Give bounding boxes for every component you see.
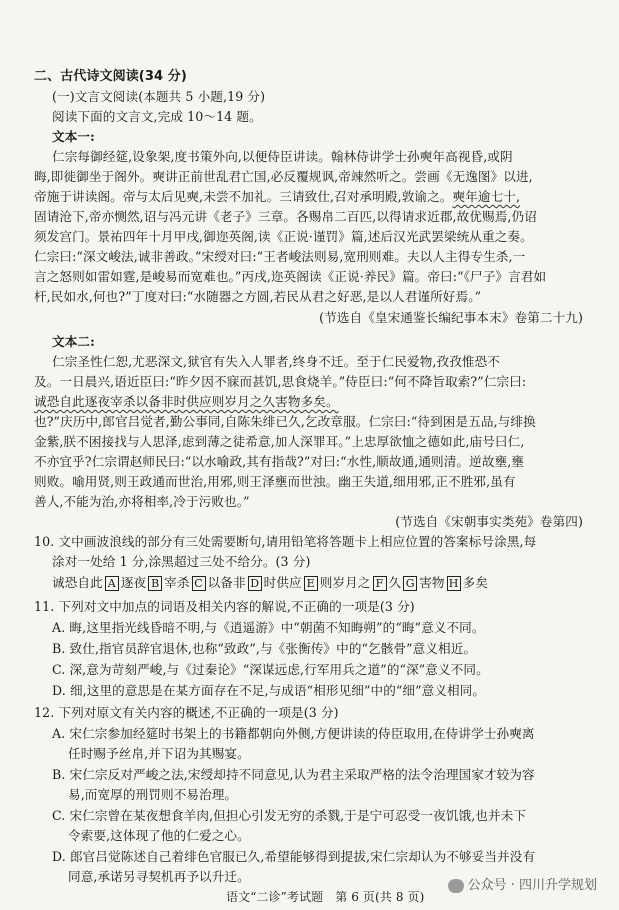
instruction: 阅读下面的文言文,完成 10～14 题。 [52,109,262,124]
text2-wavy-part: 诚恐自此逐夜宰杀以备非时供应则岁月之久害物多矣。 [34,394,339,409]
q10-box-f[interactable]: F [373,576,387,591]
text1-line-5: 须发宫门。景祐四年十月甲戌,御迩英阁,读《正说·谨罚》篇,述后汉光武罢梁统从重之奏。 [34,229,533,244]
text1-line-3 [34,188,520,205]
q10-box-c[interactable]: C [192,576,206,591]
text2-line-5: 金紫,朕不困接找与人思泽,虑到薄之徒希意,加人深罪耳。”上忠厚欲恤之德如此,庙号曰仁, [34,434,525,449]
q10-seg-2: 逐夜 [120,575,147,590]
page-footer: 语文“二诊”考试题 第 6 页(共 8 页) [226,890,425,904]
text1-line-2: 晦,即徙御坐于阁外。奭讲正前世乱君亡国,必反覆规讽,帝竦然听之。尝画《无逸图》以进, [34,169,533,184]
q10-seg-4: 以备非 [207,575,246,590]
text2-line-3 [34,393,339,410]
q10-box-h[interactable]: H [447,576,461,591]
q10-seg-1: 诚恐自此 [52,575,103,590]
text1-label: 文本一: [52,129,95,144]
text2-line-1: 仁宗圣性仁恕,尤恶深文,狱官有失入人罪者,终身不迁。至于仁民爱物,孜孜惟恐不 [52,354,500,369]
q12-option-d-2: 同意,承诺另寻契机再予以升迁。 [68,869,250,884]
q10-seg-5: 时供应 [263,575,302,590]
q12-option-b-1: B. 宋仁宗反对严峻之法,宋绶却持不同意见,认为君主采取严格的法令治理国家才较为容 [52,767,535,782]
q11-option-d: D. 细,这里的意思是在某方面存在不足,与成语“相形见细”中的“细”意义相同。 [52,683,486,698]
wechat-icon [448,879,464,893]
q10-box-g[interactable]: G [403,576,417,591]
q10-stem-2: 涂对一处给 1 分,涂黑超过三处不给分。(3 分) [52,554,311,569]
text1-line-6: 仁宗曰:“深文峻法,诚非善政。”宋绶对曰:“王者峻法则易,宽刑则难。夫以人主得专生杀,一 [34,249,526,264]
text1-line-8: 杆,民如水,何也?”丁度对曰:“水随器之方圆,若民从君之好恶,是以人君谨所好焉。” [34,289,482,304]
q10-seg-6: 则岁月之 [319,575,371,590]
text2-line-7: 则败。喻用贤,则王政通而世治,用邪,则王泽壅而世浊。幽王失道,细用邪,正不胜邪,虽有 [34,474,516,489]
q10-box-b[interactable]: B [148,576,162,591]
q10-stem-1: 10. 文中画波浪线的部分有三处需要断句,请用铅笔将答题卡上相应位置的答案标号涂黑,每 [34,534,537,549]
q12-option-b-2: 易,而宽厚的刑罚则不易治理。 [68,787,238,802]
q12-option-a-2: 任时赐予丝帛,并下诏为其赐宴。 [68,746,250,761]
section-title: 二、古代诗文阅读(34 分) [34,69,187,84]
q11-option-b: B. 致仕,指官员辞官退休,也称“致政”,与《张衡传》中的“乞骸骨”意义相近。 [52,641,477,656]
q11-option-c: C. 深,意为苛刻严峻,与《过秦论》“深谋远虑,行军用兵之道”的“深”意义不同。 [52,662,489,677]
q11-stem: 11. 下列对文中加点的词语及相关内容的解说,不正确的一项是(3 分) [34,599,415,614]
text2-line-8: 善人,不能为治,亦将相率,冷于污败也。” [34,494,250,509]
q11-option-a: A. 晦,这里指光线昏暗不明,与《逍遥游》中“朝菌不知晦朔”的“晦”意义不同。 [52,620,485,635]
q10-answer-row [52,574,488,591]
text1-source: (节选自《皇宋通鉴长编纪事本末》卷第二十九) [319,310,583,325]
q10-box-a[interactable]: A [105,576,119,591]
q12-stem: 12. 下列对原文有关内容的概述,不正确的一项是(3 分) [34,705,339,720]
q10-seg-3: 宰杀 [164,575,190,590]
text2-source: (节选自《宋朝事实类苑》卷第四) [395,514,583,529]
text1-line-3-text: 帝施于讲读阁。帝与太后见奭,未尝不加礼。三请致仕,召对承明殿,敦谕之。 [34,189,453,204]
text1-line-7: 言之怒则如雷如霆,是峻易而宽难也。”丙戌,迩英阁读《正说·养民》篇。帝曰:“《尸子》言君如 [34,269,547,284]
watermark-text: 公众号 · 四川升学规划 [467,878,597,893]
text2-label: 文本二: [52,334,95,349]
watermark [448,874,597,893]
text1-wavy-part: 奭年逾七十, [452,189,521,204]
text1-line-1: 仁宗每御经筵,设象架,度书策外向,以便侍臣讲读。翰林侍讲学士孙奭年高视昏,或阴 [52,149,513,164]
q12-option-c-1: C. 宋仁宗曾在某夜想食羊肉,但担心引发无穷的杀戮,于是宁可忍受一夜饥饿,也并未下 [52,808,527,823]
text2-line-2: 及。一日晨兴,语近臣曰:“昨夕因不寐而甚饥,思食烧羊。”侍臣曰:“何不降旨取索?”仁宗曰: [34,374,527,389]
q10-box-d[interactable]: D [248,576,262,591]
sub-title: (一)文言文阅读(本题共 5 小题,19 分) [52,89,266,104]
q12-option-c-2: 令索要,这体现了他的仁爱之心。 [68,828,250,843]
text2-line-6: 不亦宜乎?仁宗谓赵师民曰:“以水喻政,其有指哉?”对曰:“水性,顺故通,通则清。逆故壅,壅 [34,454,525,469]
text2-line-4: 也?”庆历中,郎官吕觉者,勤公事同,自陈朱绯已久,乞改章服。仁宗曰:“待到困是五品,与绯换 [34,414,536,429]
q10-seg-9: 多矣 [462,575,489,590]
q10-seg-8: 害物 [419,575,445,590]
q10-seg-7: 久 [388,575,402,590]
q12-option-a-1: A. 宋仁宗参加经筵时书架上的书籍都朝向外侧,方便讲读的侍臣取用,在侍讲学士孙奭离 [52,726,535,741]
q10-box-e[interactable]: E [304,576,318,591]
q12-option-d-1: D. 郎官吕觉陈述自己着绯色官服已久,希望能够得到提拔,宋仁宗却认为不够妥当并没有 [52,849,536,864]
text1-line-4: 固请沧下,帝亦恻然,诏与冯元讲《老子》三章。各赐帛二百匹,以得请求近郡,故优赐焉,仍诏 [34,209,537,224]
